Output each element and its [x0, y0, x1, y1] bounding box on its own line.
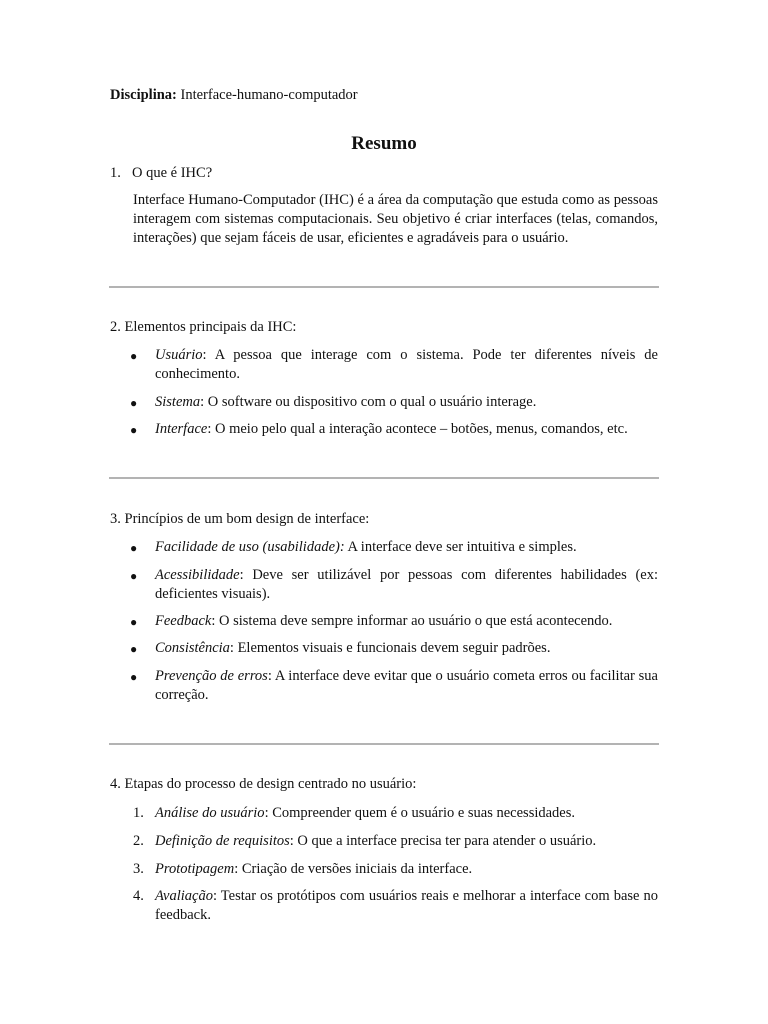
item-term: Sistema: [155, 394, 201, 410]
item-term: Prevenção de erros: [155, 668, 268, 684]
item-term: Prototipagem: [155, 861, 235, 877]
section-2-heading: 2. Elementos principais da IHC:: [110, 319, 297, 335]
item-text: : O meio pelo qual a interação acontece – botões, menus, comandos, etc.: [207, 421, 628, 437]
item-term: Avaliação: [155, 888, 213, 904]
item-text: : Testar os protótipos com usuários reais e melhorar a interface com base no feedback.: [155, 888, 658, 923]
list-item: [155, 420, 658, 439]
item-text: : O que a interface precisa ter para atender o usuário.: [289, 833, 597, 849]
bullet-icon: ●: [130, 349, 138, 363]
section-4-heading: 4. Etapas do processo de design centrado no usuário:: [110, 776, 417, 792]
discipline-label: Disciplina:: [110, 87, 177, 103]
list-item: [155, 667, 658, 705]
discipline-line: [110, 86, 358, 105]
item-term: Acessibilidade: [155, 567, 240, 583]
item-term: Análise do usuário: [155, 805, 265, 821]
section-1-number: 1.: [110, 165, 121, 181]
item-text: : Deve ser utilizável por pessoas com diferentes habilidades (ex: deficientes visuais).: [155, 567, 658, 602]
item-text: : O software ou dispositivo com o qual o usuário interage.: [200, 394, 537, 410]
item-text: : Compreender quem é o usuário e suas necessidades.: [264, 805, 576, 821]
list-item: [155, 393, 658, 412]
item-term: Definição de requisitos: [155, 833, 290, 849]
list-item: [155, 538, 658, 557]
list-item: [155, 832, 658, 851]
item-number: 1.: [133, 805, 144, 821]
bullet-icon: ●: [130, 642, 138, 656]
item-term: Feedback: [155, 613, 212, 629]
bullet-icon: ●: [130, 670, 138, 684]
item-text: : A interface deve evitar que o usuário cometa erros ou facilitar sua correção.: [155, 668, 658, 703]
item-number: 4.: [133, 888, 144, 904]
list-item: [155, 612, 658, 631]
bullet-icon: ●: [130, 423, 138, 437]
item-text: : A pessoa que interage com o sistema. Pode ter diferentes níveis de conhecimento.: [155, 347, 658, 382]
item-number: 2.: [133, 833, 144, 849]
list-item: [155, 887, 658, 925]
item-term: Usuário: [155, 347, 203, 363]
section-1-paragraph: Interface Humano-Computador (IHC) é a área da computação que estuda como as pessoas interagem com sistemas computacionais. Seu objetivo é criar interfaces (telas, comandos, interações) que sejam fáceis de usar, eficientes e agradáveis para o usuário.: [133, 192, 658, 246]
page-title: Resumo: [351, 133, 417, 154]
list-item: [155, 860, 658, 879]
bullet-icon: ●: [130, 615, 138, 629]
item-text: : Elementos visuais e funcionais devem seguir padrões.: [229, 640, 551, 656]
list-item: [155, 804, 658, 823]
item-term: Facilidade de uso (usabilidade):: [155, 539, 345, 555]
list-item: [155, 346, 658, 384]
bullet-icon: ●: [130, 396, 138, 410]
bullet-icon: ●: [130, 541, 138, 555]
bullet-icon: ●: [130, 569, 138, 583]
item-text: : Criação de versões iniciais da interface.: [234, 861, 473, 877]
list-item: [155, 566, 658, 604]
section-3-heading: 3. Princípios de um bom design de interface:: [110, 511, 370, 527]
item-term: Consistência: [155, 640, 230, 656]
item-text: A interface deve ser intuitiva e simples.: [344, 539, 577, 555]
list-item: [155, 639, 658, 658]
divider: [109, 743, 659, 745]
item-text: : O sistema deve sempre informar ao usuário o que está acontecendo.: [211, 613, 613, 629]
section-1-heading: O que é IHC?: [132, 165, 213, 181]
item-term: Interface: [155, 421, 208, 437]
item-number: 3.: [133, 861, 144, 877]
discipline-value: Interface-humano-computador: [180, 87, 358, 103]
divider: [109, 477, 659, 479]
divider: [109, 286, 659, 288]
